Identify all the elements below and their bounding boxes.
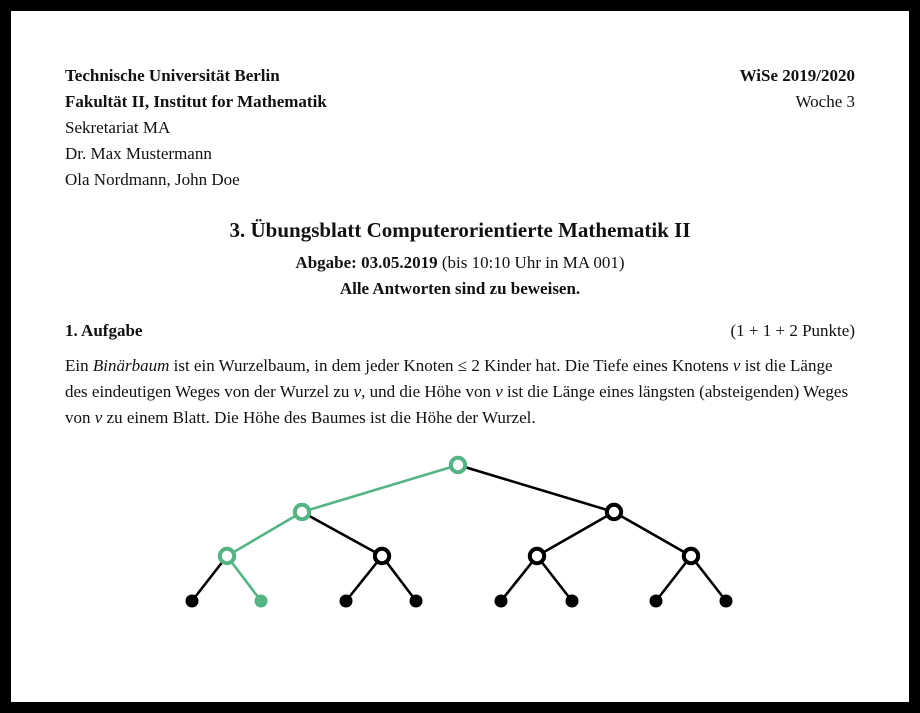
task-paragraph — [65, 353, 855, 431]
tree-edge — [458, 465, 614, 512]
tree-internal-node — [530, 549, 544, 563]
tree-leaf-node — [720, 595, 733, 608]
tree-leaf-node — [495, 595, 508, 608]
tree-edge — [302, 465, 458, 512]
text-run: , und die Höhe von — [361, 382, 496, 401]
text-run: ist ein Wurzelbaum, in dem jeder Knoten ≤ 2 Kinder hat. Die Tiefe eines Knotens — [169, 356, 733, 375]
tree-edge — [537, 512, 614, 556]
exercise-figure — [65, 439, 855, 629]
tree-leaf-node — [650, 595, 663, 608]
lecturer-line: Dr. Max Mustermann — [65, 144, 212, 163]
tree-edge — [227, 512, 302, 556]
text-run-italic: Binärbaum — [92, 356, 170, 375]
binary-tree-svg — [65, 439, 854, 629]
document-header — [65, 63, 855, 193]
proof-note: Alle Antworten sind zu beweisen. — [339, 279, 581, 298]
header-right-block — [740, 63, 855, 193]
text-run: ist die Länge eines längsten (absteigenden) Weges von — [65, 382, 849, 427]
text-run-italic: v — [495, 382, 503, 401]
tree-internal-node — [220, 549, 234, 563]
assistants-line: Ola Nordmann, John Doe — [65, 170, 240, 189]
text-run-italic: v — [94, 408, 103, 427]
header-left-block — [65, 63, 327, 193]
tree-leaf-node — [255, 595, 268, 608]
title-block — [65, 215, 855, 302]
text-run: Ein — [65, 356, 93, 375]
text-run: zu einem Blatt. Die Höhe des Baumes ist die Höhe der Wurzel. — [102, 408, 536, 427]
due-date-line — [65, 250, 855, 276]
text-run-italic: v — [732, 356, 741, 375]
tree-leaf-node — [566, 595, 579, 608]
tree-internal-node — [451, 458, 465, 472]
tree-edge — [614, 512, 691, 556]
tree-leaf-node — [410, 595, 423, 608]
task-points-label: (1 + 1 + 2 Punkte) — [730, 321, 855, 340]
due-date-rest: (bis 10:10 Uhr in MA 001) — [437, 253, 625, 272]
due-date-bold: Abgabe: 03.05.2019 — [295, 253, 438, 272]
faculty-name: Fakultät II, Institut for Mathematik — [65, 92, 327, 111]
sheet-title: 3. Übungsblatt Computerorientierte Mathematik II — [229, 218, 691, 242]
tree-internal-node — [684, 549, 698, 563]
tree-internal-node — [375, 549, 389, 563]
week-label: Woche 3 — [795, 92, 855, 111]
office-line: Sekretariat MA — [65, 118, 171, 137]
tree-internal-node — [295, 505, 309, 519]
text-run: ist die Länge des eindeutigen Weges von der Wurzel zu — [65, 356, 833, 401]
tree-internal-node — [607, 505, 621, 519]
tree-edge — [302, 512, 382, 556]
tree-leaf-node — [186, 595, 199, 608]
tree-leaf-node — [340, 595, 353, 608]
institution-name: Technische Universität Berlin — [65, 66, 280, 85]
text-run-italic: v — [353, 382, 362, 401]
semester-label: WiSe 2019/2020 — [739, 66, 855, 85]
task-number-label: 1. Aufgabe — [65, 321, 143, 340]
task-header-row — [65, 318, 855, 344]
